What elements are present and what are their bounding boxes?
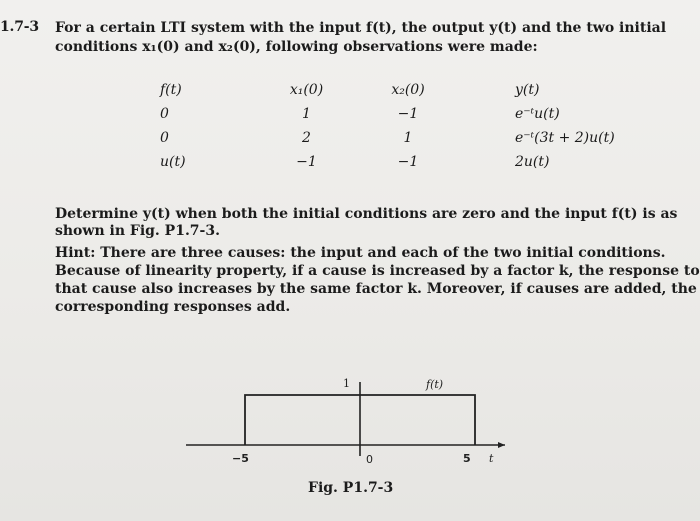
cell-x2: −1 <box>397 154 419 170</box>
observations-table <box>138 78 675 174</box>
question-text: Determine y(t) when both the initial conditions are zero and the input f(t) is as shown in Fig. P1.7-3. <box>55 206 678 239</box>
cell-output: e⁻ᵗ(3t + 2)u(t) <box>515 130 615 146</box>
x-tick-5: 5 <box>463 452 471 465</box>
cell-input: 0 <box>160 106 169 122</box>
problem-number: 1.7-3 <box>0 19 39 35</box>
cell-input: 0 <box>160 130 169 146</box>
table-row <box>138 102 675 126</box>
cell-x2: −1 <box>397 106 419 122</box>
cell-input: u(t) <box>160 154 186 170</box>
cell-x2: 1 <box>403 130 413 146</box>
x-tick-0: 0 <box>366 453 373 466</box>
figure-caption: Fig. P1.7-3 <box>308 480 394 496</box>
pulse-figure <box>180 360 520 480</box>
axis-arrow-icon <box>498 442 505 448</box>
header-input: f(t) <box>160 82 182 98</box>
cell-output: e⁻ᵗu(t) <box>515 106 560 122</box>
table-row <box>138 150 675 174</box>
table-header-row <box>138 78 675 102</box>
curve-label: f(t) <box>426 378 444 391</box>
cell-x1: 2 <box>302 130 311 146</box>
y-tick-label: 1 <box>343 377 350 390</box>
table-row <box>138 126 675 150</box>
header-x2: x₂(0) <box>391 82 425 98</box>
cell-x1: −1 <box>296 154 317 170</box>
axis-label: t <box>489 452 494 465</box>
header-output: y(t) <box>515 82 540 98</box>
x-tick-neg5: −5 <box>232 452 249 465</box>
problem-statement: For a certain LTI system with the input f(t), the output y(t) and the two initial conditions x₁(0) and x₂(0), following observations were made: <box>55 20 667 55</box>
header-x1: x₁(0) <box>289 82 324 98</box>
cell-x1: 1 <box>302 106 311 122</box>
hint-text: Hint: There are three causes: the input and each of the two initial conditions. Because of linearity property, if a cause is increased by a factor k, the response to that cause also increases by the same factor k. Moreover, if causes are added, the corresponding responses add. <box>55 245 700 315</box>
cell-output: 2u(t) <box>515 154 550 170</box>
